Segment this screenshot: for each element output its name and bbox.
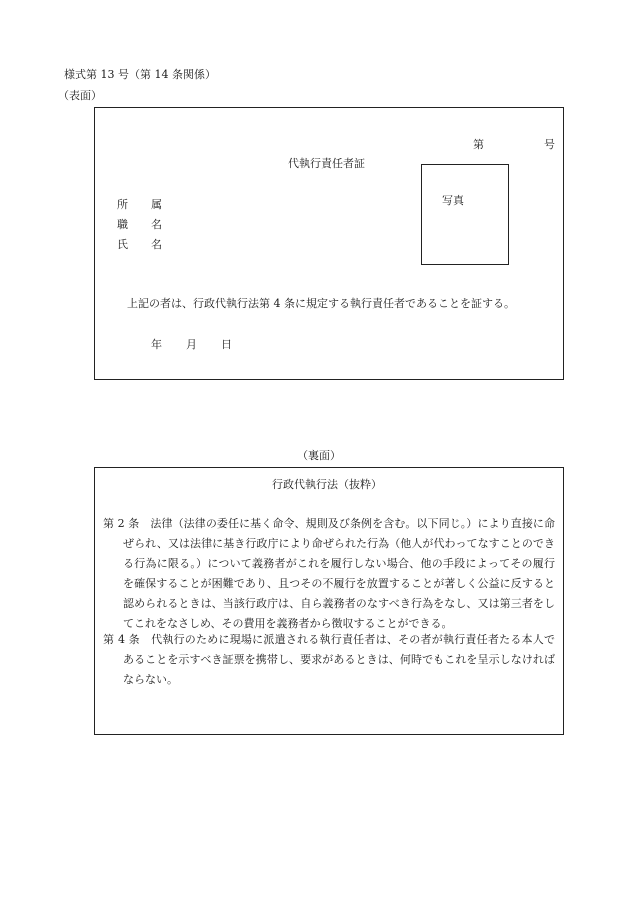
photo-placeholder <box>421 164 509 265</box>
number-go: 号 <box>544 138 555 151</box>
certification-text: 上記の者は、行政代執行法第 4 条に規定する執行責任者であることを証する。 <box>127 297 515 310</box>
photo-label: 写真 <box>442 194 464 207</box>
position-label-1: 職 <box>117 218 128 231</box>
number-dai: 第 <box>473 138 484 151</box>
date-year: 年 <box>151 338 162 351</box>
front-side-label: （表面） <box>58 89 102 102</box>
form-number: 様式第 13 号（第 14 条関係） <box>64 68 216 81</box>
affiliation-label-2: 属 <box>151 198 162 211</box>
back-side-label: （裏面） <box>297 449 341 462</box>
date-day: 日 <box>221 338 232 351</box>
name-label-1: 氏 <box>117 238 128 251</box>
front-card <box>94 107 564 380</box>
back-title: 行政代執行法（抜粋） <box>272 478 382 491</box>
article-4-text: 第 4 条 代執行のために現場に派遣される執行責任者は、その者が執行責任者たる本人であることを示すべき証票を携帯し、要求があるときは、何時でもこれを呈示しなければならない。 <box>103 633 555 686</box>
back-card <box>94 467 564 735</box>
article-2-text: 第 2 条 法律（法律の委任に基く命令、規則及び条例を含む。以下同じ。）により直接に命ぜられ、又は法律に基き行政庁により命ぜられた行為（他人が代わってなすことのできる行為に限る。）について義務者がこれを履行しない場合、他の手段によってその履行を確保することが困難であり、且つその不履行を放置することが著しく公益に反すると認められるときは、当該行政庁は、自ら義務者のなすべき行為をなし、又は第三者をしてこれをなさしめ、その費用を義務者から徴収することができる。 <box>103 517 555 630</box>
date-month: 月 <box>186 338 197 351</box>
position-label-2: 名 <box>151 218 162 231</box>
card-title: 代執行責任者証 <box>288 157 365 170</box>
name-label-2: 名 <box>151 238 162 251</box>
affiliation-label-1: 所 <box>117 198 128 211</box>
